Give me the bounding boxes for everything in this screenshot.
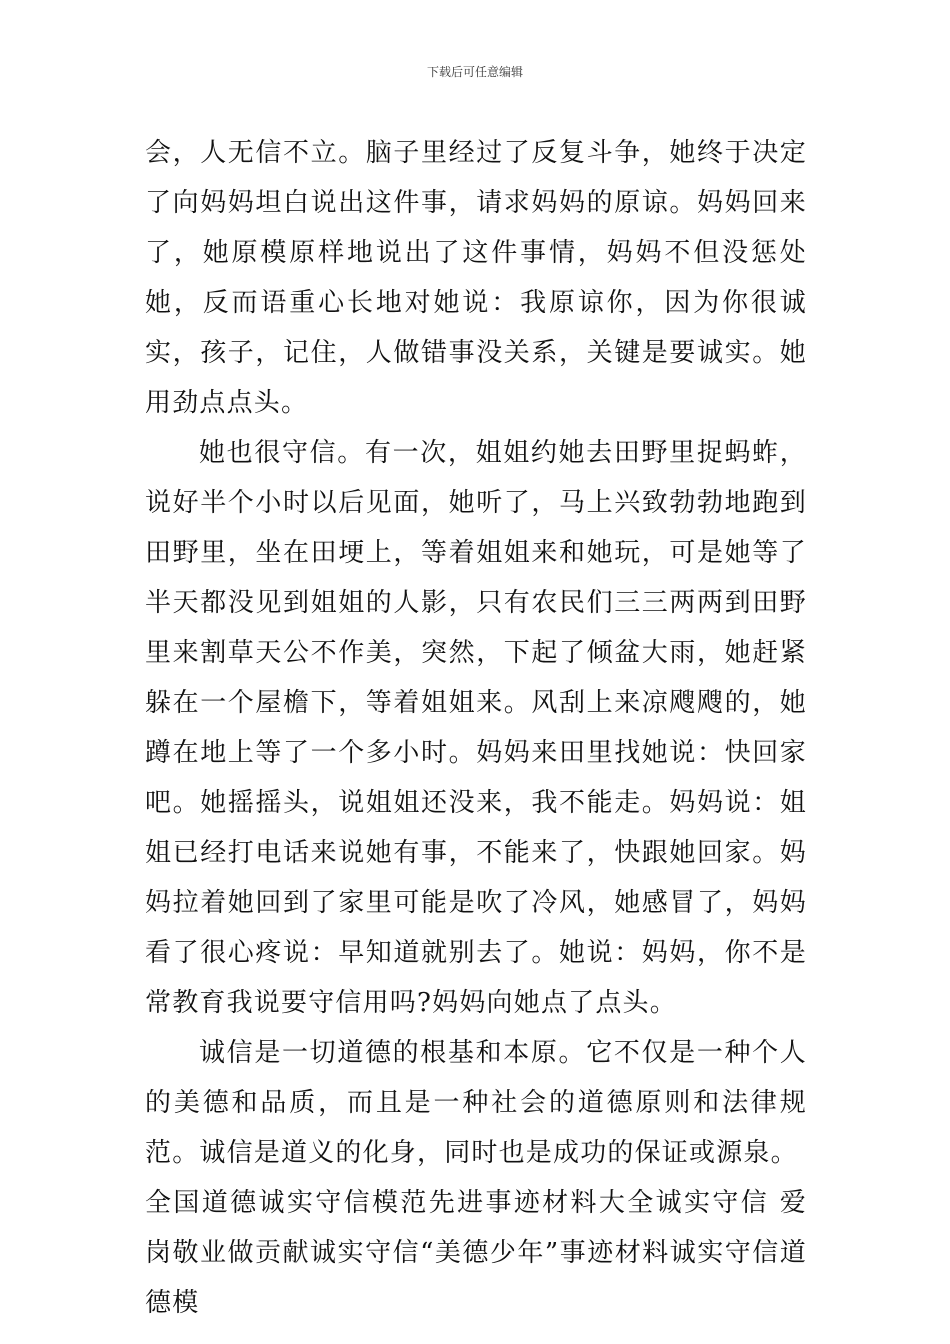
document-body [145, 128, 807, 1328]
related-materials-line: 全国道德诚实守信模范先进事迹材料大全诚实守信 爱岗敬业做贡献诚实守信“美德少年”事迹材料诚实守信道德模 [145, 1188, 807, 1318]
paragraph-integrity-summary: 诚信是一切道德的根基和本原。它不仅是一种个人的美德和品质，而且是一种社会的道德原则和法律规范。诚信是道义的化身，同时也是成功的保证或源泉。 [145, 1038, 807, 1168]
page-header: 下载后可任意编辑 [426, 65, 523, 79]
paragraph-honesty-confession: 会，人无信不立。脑子里经过了反复斗争，她终于决定了向妈妈坦白说出这件事，请求妈妈的原谅。妈妈回来了，她原模原样地说出了这件事情，妈妈不但没惩处她，反而语重心长地对她说：我原谅你，因为你很诚实，孩子，记住，人做错事没关系，关键是要诚实。她用劲点点头。 [145, 138, 807, 418]
paragraph-keeping-promise: 她也很守信。有一次，姐姐约她去田野里捉蚂蚱，说好半个小时以后见面，她听了，马上兴致勃勃地跑到田野里，坐在田埂上，等着姐姐来和她玩，可是她等了半天都没见到姐姐的人影，只有农民们三三两两到田野里来割草天公不作美，突然，下起了倾盆大雨，她赶紧躲在一个屋檐下，等着姐姐来。风刮上来凉飕飕的，她蹲在地上等了一个多小时。妈妈来田里找她说：快回家吧。她摇摇头，说姐姐还没来，我不能走。妈妈说：姐姐已经打电话来说她有事，不能来了，快跟她回家。妈妈拉着她回到了家里可能是吹了冷风，她感冒了，妈妈看了很心疼说：早知道就别去了。她说：妈妈，你不是常教育我说要守信用吗?妈妈向她点了点头。 [145, 438, 807, 1018]
